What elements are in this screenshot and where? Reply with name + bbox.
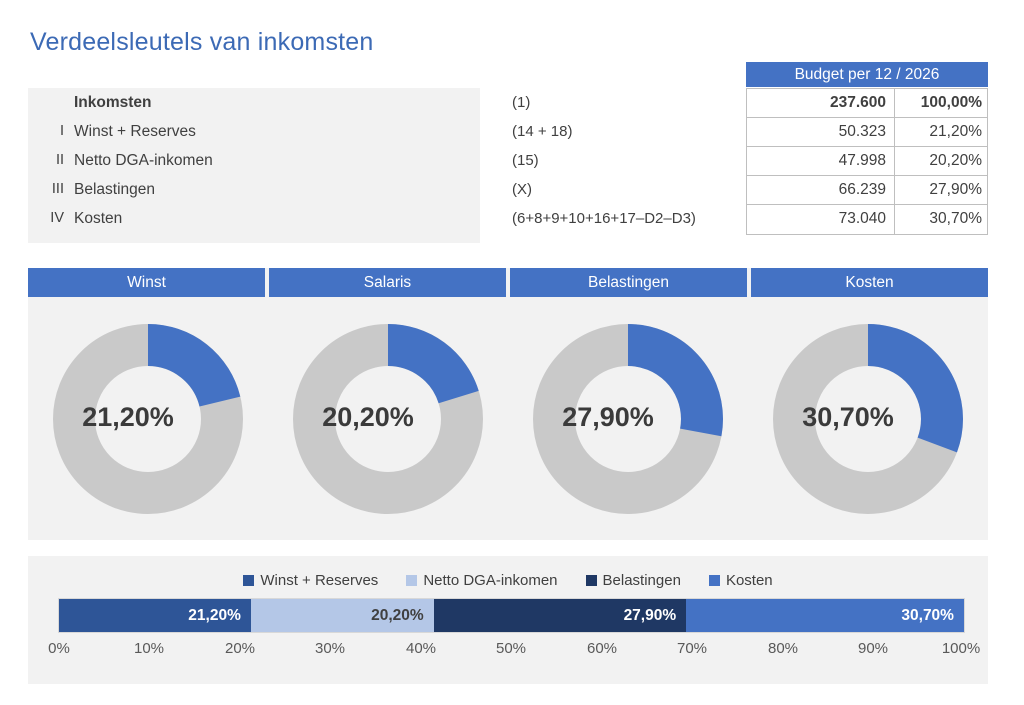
- table-row: [28, 175, 988, 204]
- axis-tick-label: 100%: [941, 640, 981, 657]
- row-amount: 66.239: [838, 181, 886, 198]
- legend-label: Kosten: [725, 571, 773, 589]
- row-formula: (1): [512, 94, 531, 111]
- row-label: Kosten: [74, 210, 123, 227]
- row-formula: (15): [512, 152, 539, 169]
- table-row: [28, 88, 988, 117]
- donut-headers: [28, 268, 988, 297]
- donut-chart-winst: [28, 297, 268, 540]
- axis-tick-label: 20%: [224, 640, 256, 657]
- donut-value-label: 21,20%: [82, 401, 174, 432]
- row-percent: 20,20%: [929, 152, 982, 169]
- legend-item-belastingen: [586, 572, 681, 589]
- axis-tick-label: 40%: [405, 640, 437, 657]
- axis-tick-label: 10%: [133, 640, 165, 657]
- table-row: [28, 146, 988, 175]
- row-amount: 237.600: [829, 94, 886, 111]
- legend-item-netto-dga-inkomen: [406, 572, 557, 589]
- axis-tick-label: 0%: [48, 640, 70, 657]
- axis-tick-label: 60%: [586, 640, 618, 657]
- table-row: [28, 117, 988, 146]
- row-index: IV: [50, 210, 64, 226]
- stacked-bar-segment-winst-reserves: 21,20%: [59, 599, 251, 632]
- row-percent: 21,20%: [929, 123, 982, 140]
- legend-swatch-icon: [243, 575, 254, 586]
- row-amount: 50.323: [838, 123, 886, 140]
- row-amount: 47.998: [838, 152, 886, 169]
- legend-swatch-icon: [586, 575, 597, 586]
- legend-item-winst-reserves: [243, 572, 378, 589]
- donut-header-belastingen: Belastingen: [510, 268, 747, 297]
- row-amount: 73.040: [838, 210, 886, 227]
- row-formula: (14 + 18): [512, 123, 573, 140]
- legend-label: Winst + Reserves: [260, 571, 379, 589]
- axis-tick-label: 50%: [495, 640, 527, 657]
- stacked-bar-segment-netto-dga-inkomen: 20,20%: [251, 599, 434, 632]
- axis-tick-label: 30%: [314, 640, 346, 657]
- row-formula: (6+8+9+10+16+17–D2–D3): [512, 210, 696, 227]
- row-index: II: [55, 152, 64, 168]
- row-label: Netto DGA-inkomen: [74, 152, 213, 169]
- row-label: Inkomsten: [74, 94, 152, 111]
- legend-item-kosten: [709, 572, 773, 589]
- donut-chart-belastingen: [508, 297, 748, 540]
- chart-legend: [28, 568, 988, 592]
- donut-value-label: 27,90%: [562, 401, 654, 432]
- row-index: III: [51, 181, 64, 197]
- stacked-bar-segment-belastingen: 27,90%: [434, 599, 686, 632]
- row-label: Belastingen: [74, 181, 156, 198]
- stacked-bar-segment-kosten: 30,70%: [686, 599, 964, 632]
- axis-tick-label: 90%: [857, 640, 889, 657]
- page-title: Verdeelsleutels van inkomsten: [30, 28, 374, 56]
- donut-value-label: 30,70%: [802, 401, 894, 432]
- donut-charts: [28, 297, 988, 540]
- x-axis: [28, 640, 988, 666]
- stacked-bar: [58, 598, 965, 633]
- donut-chart-salaris: [268, 297, 508, 540]
- row-percent: 27,90%: [929, 181, 982, 198]
- donut-header-salaris: Salaris: [269, 268, 506, 297]
- legend-swatch-icon: [709, 575, 720, 586]
- legend-label: Belastingen: [602, 571, 681, 589]
- donut-value-label: 20,20%: [322, 401, 414, 432]
- legend-swatch-icon: [406, 575, 417, 586]
- donut-header-winst: Winst: [28, 268, 265, 297]
- row-formula: (X): [512, 181, 532, 198]
- axis-tick-label: 80%: [767, 640, 799, 657]
- row-index: I: [59, 123, 64, 139]
- row-percent: 30,70%: [929, 210, 982, 227]
- table-row: [28, 204, 988, 233]
- row-percent: 100,00%: [920, 94, 982, 111]
- legend-label: Netto DGA-inkomen: [423, 571, 558, 589]
- donut-header-kosten: Kosten: [751, 268, 988, 297]
- axis-tick-label: 70%: [676, 640, 708, 657]
- budget-period-header: Budget per 12 / 2026: [746, 62, 988, 87]
- donut-chart-kosten: [748, 297, 988, 540]
- income-table: [28, 66, 988, 246]
- row-label: Winst + Reserves: [74, 123, 196, 140]
